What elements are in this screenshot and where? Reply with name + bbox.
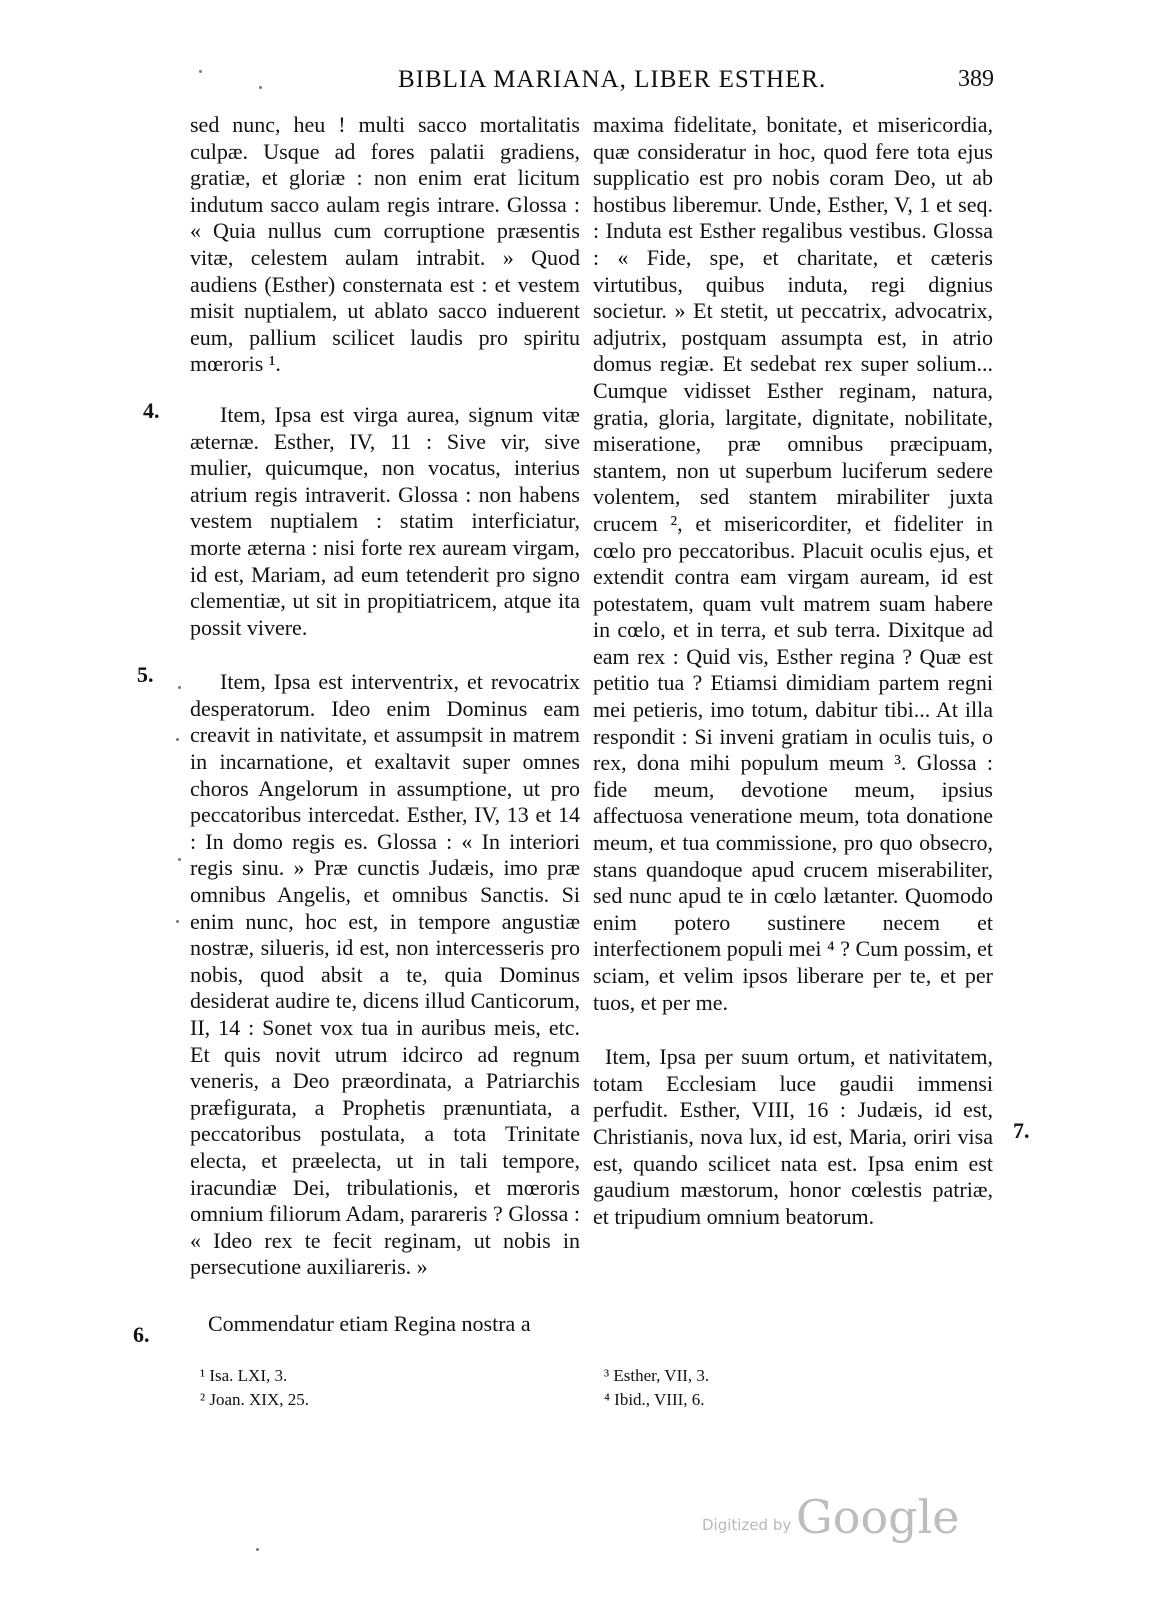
section-number-6: 6. — [133, 1322, 150, 1347]
scan-speck — [176, 920, 179, 923]
footnote-1: ¹ Isa. LXI, 3. — [200, 1366, 288, 1385]
paragraph-left-2: Item, Ipsa est virga aurea, signum vitæ æternæ. Esther, IV, 11 : Sive vir, sive mulier, quicumque, non vocatus, interius atrium regis intraverit. Glossa : non habens vestem nuptialem : statim interficiatur, morte æterna : nisi forte rex auream virgam, id est, Mariam, ad eum tetenderit pro signo clementiæ, ut sit in propitiatricem, atque ita possit vivere. — [190, 401, 580, 640]
google-logo: Google — [796, 1490, 960, 1544]
paragraph-left-1: sed nunc, heu ! multi sacco mortalitatis culpæ. Usque ad fores palatii gradiens, gratiæ, et gloriæ : non enim erat licitum indutum sacco aulam regis intrare. Glossa : « Quia nullus cum corruptione præsentis vitæ, celestem aulam intrabit. » Quod audiens (Esther) consternata est : et vestem misit nuptialem, ut ablato sacco induerent eum, pallium scilicet laudis pro spiritu mœroris ¹. — [190, 112, 580, 377]
scan-speck — [259, 86, 262, 89]
section-number-5: 5. — [137, 662, 154, 687]
left-column — [190, 112, 580, 1338]
paragraph-left-3: Item, Ipsa est interventrix, et revocatrix desperatorum. Ideo enim Dominus eam creavit in nativitate, et assumpsit in matrem in incarnatione, et exaltavit super omnes choros Angelorum in assumptione, ut pro peccatoribus intercedat. Esther, IV, 13 et 14 : In domo regis es. Glossa : « In interiori regis sinu. » Præ cunctis Judæis, imo præ omnibus Angelis, et omnibus Sanctis. Si enim nunc, hoc est, in tempore angustiæ nostræ, silueris, id est, non intercesseris pro nobis, quod absit a te, quia Dominus desiderat audire te, dicens illud Canticorum, II, 14 : Sonet vox tua in auribus meis, etc. Et quis novit utrum idcirco ad regnum veneris, a Deo præordinata, a Patriarchis præfigurata, a Prophetis prænuntiata, a peccatoribus postulata, a tota Trinitate electa, et præelecta, ut in tali tempore, iracundiæ Dei, tribulationis, et mœroris omnium filiorum Adam, parareris ? Glossa : « Ideo rex te fecit reginam, ut nobis in persecutione auxiliareris. » — [190, 669, 580, 1280]
watermark-caption: Digitized by — [702, 1516, 792, 1534]
running-header — [0, 62, 1173, 102]
scan-speck — [178, 858, 181, 861]
footnotes-right — [604, 1364, 709, 1412]
footnote-2: ² Joan. XIX, 25. — [200, 1390, 309, 1409]
section-number-4: 4. — [143, 398, 160, 423]
paragraph-left-4: Commendatur etiam Regina nostra a — [208, 1310, 531, 1336]
scan-speck — [199, 70, 202, 73]
paragraph-right-2: Item, Ipsa per suum ortum, et nativitatem, totam Ecclesiam luce gaudii immensi perfudit. Esther, VIII, 16 : Judæis, id est, Christianis, nova lux, id est, Maria, oriri visa est, quando scilicet nata est. Ipsa enim est gaudium mæstorum, honor cœlestis patriæ, et tripudium omnium beatorum. — [593, 1044, 993, 1229]
scan-speck — [256, 1548, 259, 1551]
paragraph-right-1: maxima fidelitate, bonitate, et misericordia, quæ consideratur in hoc, quod fere tota ejus supplicatio est pro nobis coram Deo, ut ab hostibus liberemur. Unde, Esther, V, 1 et seq. : Induta est Esther regalibus vestibus. Glossa : « Fide, spe, et charitate, et cæteris virtutibus, quibus induta, regi dignius societur. » Et stetit, ut peccatrix, advocatrix, adjutrix, postquam assumpta est, in atrio domus regiæ. Et sedebat rex super solium... Cumque vidisset Esther reginam, natura, gratia, gloria, largitate, dignitate, nobilitate, miseratione, præ omnibus præcipuam, stantem, non ut superbum luciferum sedere volentem, sed stantem mirabiliter juxta crucem ², et misericorditer, et fideliter in cœlo pro peccatoribus. Placuit oculis ejus, et extendit contra eam virgam auream, id est potestatem, quam vult matrem suam habere in cœlo, et in terra, et sub terra. Dixitque ad eam rex : Quid vis, Esther regina ? Quæ est petitio tua ? Etiamsi dimidiam partem regni mei petieris, imo totum, dabitur tibi... At illa respondit : Si inveni gratiam in oculis tuis, o rex, dona mihi populum meum ³. Glossa : fide meum, devotione meum, ipsius affectuosa veneratione meum, tota donatione meum, et tua commissione, pro quo obsecro, stans quandoque apud crucem miserabiliter, sed nunc apud te in cœlo lætanter. Quomodo enim potero sustinere necem et interfectionem populi mei ⁴ ? Cum possim, et sciam, et velim ipsos liberare per te, et per tuos, et per me. — [593, 112, 993, 1015]
footnote-4: ⁴ Ibid., VIII, 6. — [604, 1390, 705, 1409]
scan-speck — [178, 686, 181, 689]
footnote-3: ³ Esther, VII, 3. — [604, 1366, 710, 1385]
right-column — [593, 112, 993, 1230]
section-number-7: 7. — [1013, 1118, 1030, 1143]
scan-speck — [176, 738, 179, 741]
page-number: 389 — [958, 66, 994, 92]
running-title: BIBLIA MARIANA, LIBER ESTHER. — [398, 66, 827, 93]
footnotes-left — [200, 1364, 309, 1412]
